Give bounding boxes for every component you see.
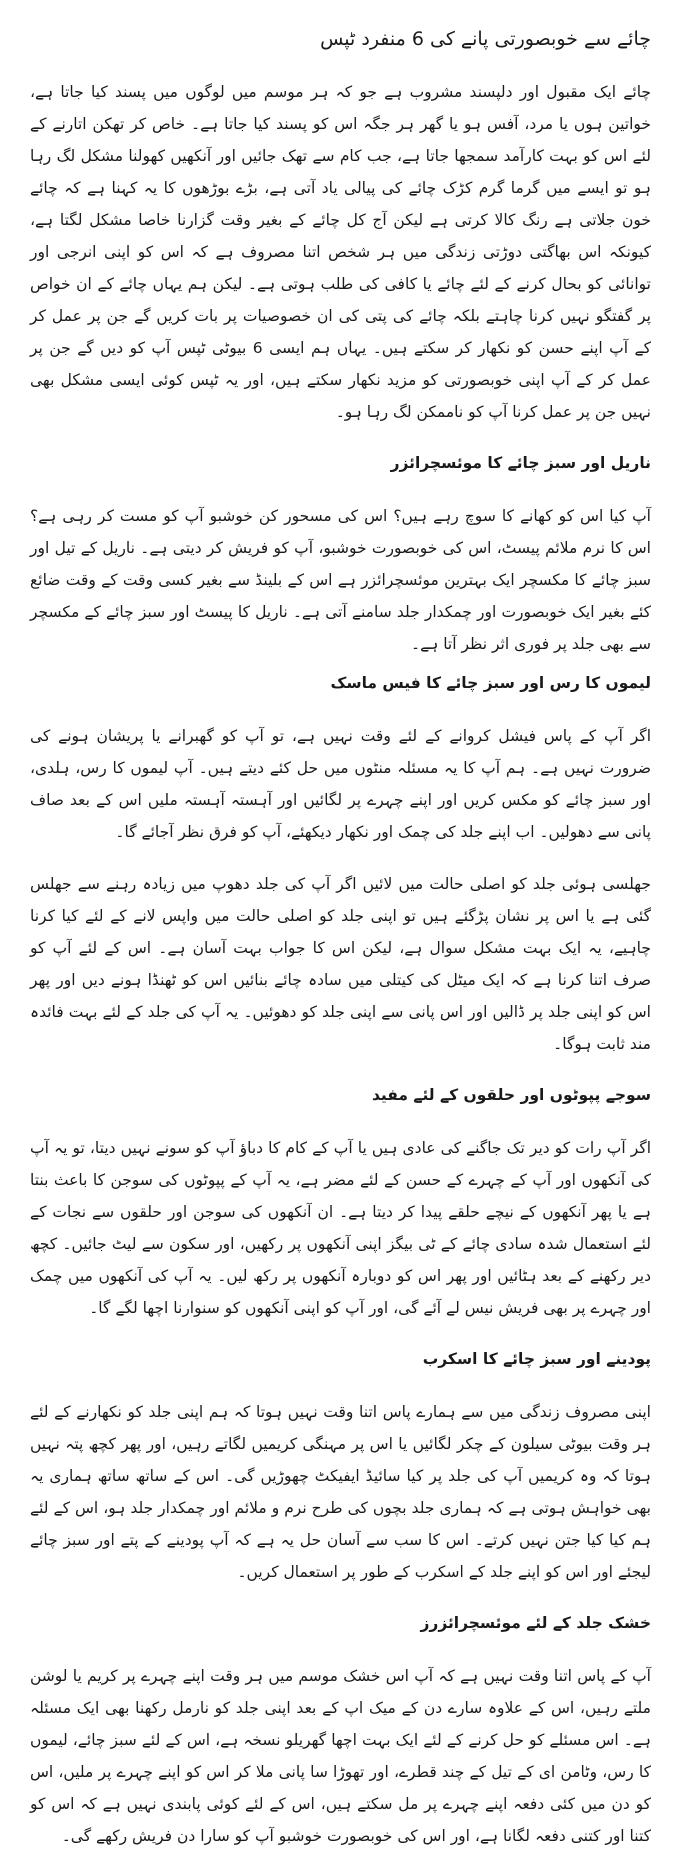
section-paragraph-puffy-eyes: اگر آپ رات کو دیر تک جاگنے کی عادی ہیں یا آپ کے کام کا دباؤ آپ کو سونے نہیں دیتا، تو یہ آپ کی آنکھوں اور آپ کے چہرے کے حسن کے لئے مضر ہے، یہ آپ کے پپوٹوں کی سوجن کا باعث بنتا ہے یا پھر آنکھوں کے نیچے حلقے پیدا کر دیتا ہے۔ ان آنکھوں کی سوجن اور حلقوں سے نجات کے لئے استعمال شدہ سادی چائے کے ٹی بیگز اپنی آنکھوں پر رکھیں، اور سکون سے لیٹ جائیں۔ کچھ دیر رکھنے کے بعد ہٹائیں اور پھر اس کو دوبارہ آنکھوں پر رکھ لیں۔ یہ آپ کی آنکھوں میں چمک اور چہرے پر بھی فریش نیس لے آئے گی، اور آپ کو اپنی آنکھوں کو سنوارنا اچھا لگے گا۔ xyxy=(30,1139,651,1317)
section-heading-coconut-green-tea: ناریل اور سبز چائے کا موئسچرائزر xyxy=(390,454,651,472)
section-paragraph-dry-skin: آپ کے پاس اتنا وقت نہیں ہے کہ آپ اس خشک موسم میں ہر وقت اپنے چہرے پر کریم یا لوشن ملتے رہیں، اس کے علاوہ سارے دن کے میک اپ کے بعد اپنی جلد کو نارمل رکھنا بھی ایک مسئلہ ہے۔ اس مسئلے کو حل کرنے کے لئے ایک بہت اچھا گھریلو نسخہ ہے، اس کے لئے سبز چائے، لیموں کا رس، وٹامن ای کے تیل کے چند قطرے، اور تھوڑا سا پانی ملا کر اس کو اپنے چہرے پر ملیں، اس کو دن میں کئی دفعہ اپنے چہرے پر مل سکتے ہیں، اس کے لئے کوئی پابندی نہیں ہے کہ اس کو کتنا اور کتنی دفعہ لگانا ہے، اور اس کی خوبصورت خوشبو آپ کو سارا دن فریش رکھے گی۔ xyxy=(30,1667,651,1845)
section-heading-dry-skin: خشک جلد کے لئے موئسچرائزرز xyxy=(420,1614,651,1632)
intro-paragraph: چائے ایک مقبول اور دلپسند مشروب ہے جو کہ ہر موسم میں لوگوں میں پسند کیا جاتا ہے، خواتین ہوں یا مرد، آفس ہو یا گھر ہر جگہ اس کو پسند کیا جاتا ہے۔ خاص کر تھکن اتارنے کے لئے اس کو بہت کارآمد سمجھا جاتا ہے، جب کام سے تھک جائیں اور آنکھیں کھولنا مشکل لگ رہا ہو تو ایسے میں گرما گرم کڑک چائے کی پیالی یاد آتی ہے، بڑے بوڑھوں کا یہ کہنا ہے کہ چائے خون جلاتی ہے رنگ کالا کرتی ہے لیکن آج کل چائے کے بغیر وقت گزارنا خاصا مشکل لگتا ہے، کیونکہ اس بھاگتی دوڑتی زندگی میں ہر شخص اتنا مصروف ہے کہ اس کو اپنی انرجی اور توانائی کو بحال کرنے کے لئے چائے یا کافی کی طلب ہوتی ہے۔ لیکن ہم یہاں چائے کے ان خواص پر گفتگو نہیں کرنا چاہتے بلکہ چائے کی پتی کی ان خصوصیات پر بات کریں گے جن پر عمل کر کے آپ اپنے حسن کو نکھار کر سکتے ہیں۔ یہاں ہم ایسی 6 بیوٹی ٹپس آپ کو دیں گے جن پر عمل کر کے آپ اپنی خوبصورتی کو مزید نکھار سکتے ہیں، اور یہ ٹپس کوئی ایسی مشکل بھی نہیں جن پر عمل کرنا آپ کو ناممکن لگ رہا ہو۔ xyxy=(30,83,651,421)
section-paragraph-lemon-face-mask: اگر آپ کے پاس فیشل کروانے کے لئے وقت نہیں ہے، تو آپ کو گھبرانے یا پریشان ہونے کی ضرورت نہیں ہے۔ ہم آپ کا یہ مسئلہ منٹوں میں حل کئے دیتے ہیں۔ آپ لیموں کا رس، ہلدی، اور سبز چائے کو مکس کریں اور اپنے چہرے پر لگائیں اور آہستہ آہستہ ملیں اس کے بعد صاف پانی سے دھولیں۔ اب اپنے جلد کی چمک اور نکھار دیکھئے، آپ کو فرق نظر آجائے گا۔ xyxy=(30,727,651,841)
section-paragraph-mint-scrub: اپنی مصروف زندگی میں سے ہمارے پاس اتنا وقت نہیں ہوتا کہ ہم اپنی جلد کو نکھارنے کے لئے ہر وقت بیوٹی سیلون کے چکر لگائیں یا اس پر مہنگی کریمیں لگاتے رہیں، اور پھر کچھ پتہ نہیں ہوتا کہ وہ کریمیں آپ کی جلد پر کیا سائیڈ ایفیکٹ چھوڑیں گی۔ اس کے ساتھ ساتھ ہماری یہ بھی خواہش ہوتی ہے کہ ہماری جلد بچوں کی طرح نرم و ملائم اور چمکدار جلد ہو، اس کے لئے ہم کیا کیا جتن نہیں کرتے۔ اس کا سب سے آسان حل یہ ہے کہ آپ پودینے کے پتے اور سبز چائے لیجئے اور اس کو اپنے جلد کے اسکرب کے طور پر استعمال کریں۔ xyxy=(30,1403,651,1581)
section-heading-puffy-eyes: سوجے پپوٹوں اور حلقوں کے لئے مفید xyxy=(371,1086,651,1104)
section-paragraph-sunburn: جھلسی ہوئی جلد کو اصلی حالت میں لائیں اگر آپ کی جلد دھوپ میں زیادہ رہنے سے جھلس گئی ہے یا اس پر نشان پڑگئے ہیں تو اپنی جلد کو اصلی حالت میں واپس لانے کے لئے کیا کرنا چاہیے، یہ ایک بہت مشکل سوال ہے، لیکن اس کا جواب بہت آسان ہے۔ اس کے لئے آپ کو صرف اتنا کرنا ہے کہ ایک میٹل کی کیتلی میں سادہ چائے بنائیں اس کو ٹھنڈا ہونے دیں اور پھر اس کو اپنی جلد پر ڈالیں اور اس پانی سے اپنی جلد کو دھوئیں۔ یہ آپ کی جلد کے لئے بہت فائدہ مند ثابت ہوگا۔ xyxy=(30,875,651,1053)
section-heading-lemon-face-mask: لیموں کا رس اور سبز چائے کا فیس ماسک xyxy=(330,674,651,692)
section-paragraph-coconut-green-tea: آپ کیا اس کو کھانے کا سوچ رہے ہیں؟ اس کی مسحور کن خوشبو آپ کو مست کر رہی ہے؟ اس کا نرم ملائم پیسٹ، اس کی خوبصورت خوشبو، آپ کو فریش کر دیتی ہے۔ ناریل کے تیل اور سبز چائے کا مکسچر ایک بہترین موئسچرائزر ہے اس کے بلینڈ سے بغیر کسی وقت کے وقت ضائع کئے بغیر ایک خوبصورت اور چمکدار جلد سامنے آتی ہے۔ ناریل کا پیسٹ اور سبز چائے کے مکسچر سے بھی جلد پر فوری اثر نظر آتا ہے۔ xyxy=(30,507,651,653)
article-title: چائے سے خوبصورتی پانے کی 6 منفرد ٹپس xyxy=(320,28,651,50)
section-heading-mint-scrub: پودینے اور سبز چائے کا اسکرب xyxy=(422,1350,651,1368)
